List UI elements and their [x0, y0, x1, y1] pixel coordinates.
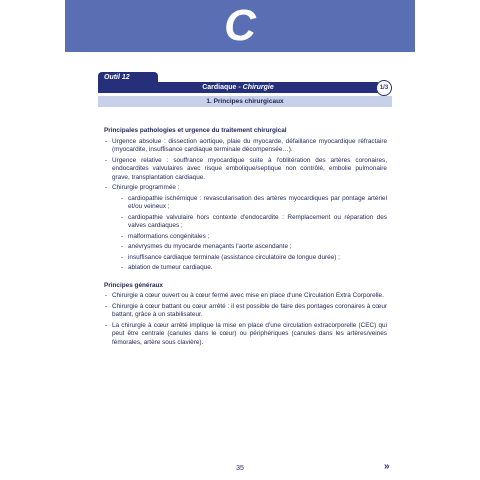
sub-list-item: - ablation de tumeur cardiaque.: [112, 264, 387, 273]
sub-list-item: - cardiopathie valvulaire hors contexte d'endocardite : Remplacement ou réparation des valves cardiaques ;: [112, 214, 387, 231]
sheet-title-main: Cardiaque -: [202, 84, 243, 91]
sheet-subtitle: 1. Principes chirurgicaux: [98, 96, 392, 107]
sub-list-item: - anévrysmes du myocarde menaçants l'aorte ascendante ;: [112, 243, 387, 252]
section-title-pathologies: Principales pathologies et urgence du traitement chirurgical: [104, 127, 287, 134]
list-item: - La chirurgie à cœur arrêté implique la mise en place d'une circulation extracorporelle (CEC) qui peut être centrale (canules dans le cœur) ou périphériques (canules dans les artères/veines fémorales, artère sous clavière).: [104, 322, 387, 348]
list-item: [104, 184, 387, 273]
list-item: - Chirurgie à cœur ouvert ou à cœur fermé avec mise en place d'une Circulation Extra Corporelle.: [104, 292, 387, 301]
section-title-principes: Principes généraux: [104, 281, 163, 289]
list-item-label: Chirurgie programmée :: [112, 184, 180, 191]
next-page-icon[interactable]: »: [384, 461, 390, 472]
sublist: [112, 195, 387, 273]
sheet-title-italic: Chirurgie: [242, 84, 274, 91]
sheet-title: [98, 82, 378, 93]
page-badge: 1/3: [376, 80, 392, 96]
list-item: - Urgence relative : souffrance myocardique suite à l'oblitération des artères coronaires, endocardites valvulaires avec risque embolique/septique non contrôlé, embolie pulmonaire grave, transplantation cardiaque.: [104, 157, 387, 183]
list-item: - Urgence absolue : dissection aortique, plaie du myocarde, défaillance myocardique réfractaire (myocardite, insuffisance cardiaque terminale décompensée…).: [104, 138, 387, 155]
chapter-band: [65, 0, 415, 52]
page-number: 35: [236, 465, 244, 472]
section-gap: [104, 275, 387, 282]
content-body: [104, 127, 387, 349]
sub-list-item: - malformations congénitales ;: [112, 233, 387, 242]
chapter-letter: C: [224, 1, 256, 50]
tool-label: Outil 12: [98, 72, 158, 83]
list-item: - Chirurgie à cœur battant ou cœur arrêté : il est possible de faire des pontages coronaires à cœur battant, grâce à un stabilisateur.: [104, 303, 387, 320]
sub-list-item: - cardiopathie ischémique : revascularisation des artères myocardiques par pontage artériel et/ou veineux ;: [112, 195, 387, 212]
sub-list-item: - insuffisance cardiaque terminale (assistance circulatoire de longue durée) ;: [112, 254, 387, 263]
